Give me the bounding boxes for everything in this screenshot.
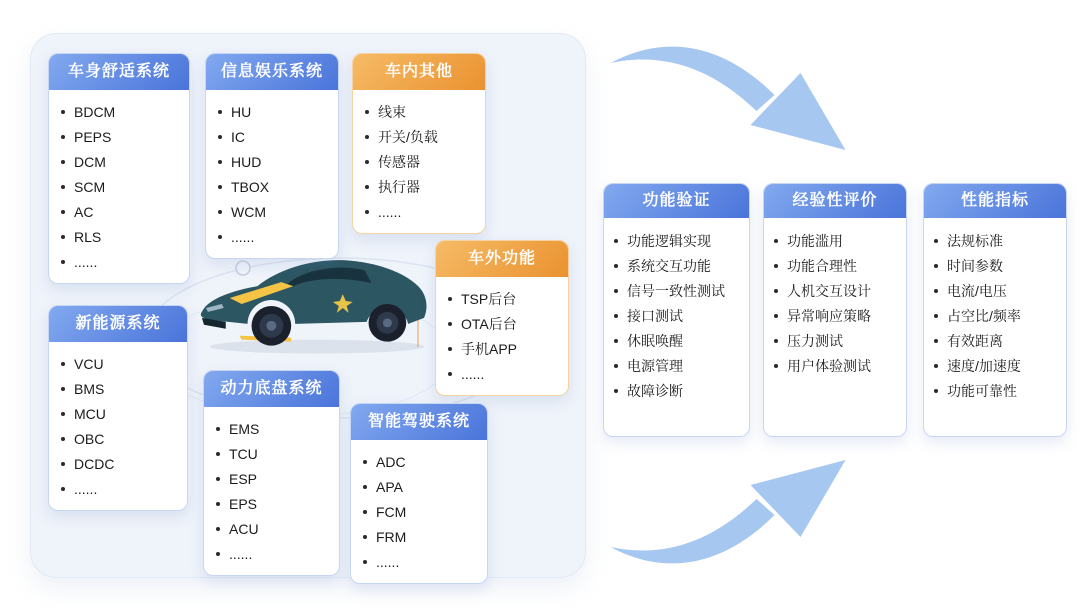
list-item: OTA后台 [448,311,562,336]
list-item: 占空比/频率 [934,303,1062,328]
bullet-icon [365,160,369,164]
bullet-icon [216,427,220,431]
eval-card-function-verification [603,183,750,437]
system-card-exterior-functions [435,240,569,396]
bullet-icon [614,339,618,343]
bullet-icon [363,560,367,564]
eval-card-performance-metrics [923,183,1067,437]
bullet-icon [365,135,369,139]
bullet-icon [774,264,778,268]
bullet-icon [363,460,367,464]
bullet-icon [216,477,220,481]
list-item: 线束 [365,99,479,124]
bullet-icon [61,437,65,441]
bullet-icon [61,160,65,164]
bullet-icon [216,527,220,531]
bullet-icon [365,110,369,114]
bullet-icon [61,462,65,466]
system-card-in-car-other [352,53,486,234]
bullet-icon [61,362,65,366]
bullet-icon [614,389,618,393]
car-illustration [196,246,434,358]
list-item: FRM [363,524,481,549]
bullet-icon [61,210,65,214]
system-card-powertrain-chassis [203,370,340,576]
card-title: 经验性评价 [764,184,906,218]
card-title: 智能驾驶系统 [351,404,487,440]
card-item-list [351,440,487,583]
bullet-icon [448,372,452,376]
curved-arrow-top-icon [600,33,855,158]
list-item: DCDC [61,451,181,476]
bullet-icon [934,339,938,343]
list-item: FCM [363,499,481,524]
card-title: 车内其他 [353,54,485,90]
bullet-icon [61,185,65,189]
eval-card-empirical-evaluation [763,183,907,437]
bullet-icon [61,387,65,391]
list-item: 速度/加速度 [934,353,1062,378]
list-item: BDCM [61,99,183,124]
list-item: 人机交互设计 [774,278,902,303]
list-item: EMS [216,416,333,441]
card-item-list [49,90,189,283]
list-item: AC [61,199,183,224]
bullet-icon [614,264,618,268]
system-card-body-comfort [48,53,190,284]
list-item: 异常响应策略 [774,303,902,328]
bullet-icon [448,347,452,351]
bullet-icon [61,110,65,114]
list-item: 接口测试 [614,303,745,328]
bullet-icon [61,487,65,491]
list-item: ESP [216,466,333,491]
bullet-icon [218,185,222,189]
card-item-list [49,342,187,510]
bullet-icon [363,535,367,539]
card-title: 性能指标 [924,184,1066,218]
list-item: WCM [218,199,332,224]
card-title: 功能验证 [604,184,749,218]
bullet-icon [934,264,938,268]
bullet-icon [365,210,369,214]
list-item: 执行器 [365,174,479,199]
list-item: 手机APP [448,336,562,361]
bullet-icon [363,510,367,514]
bullet-icon [614,364,618,368]
list-item: ADC [363,449,481,474]
list-item: 有效距离 [934,328,1062,353]
list-item: EPS [216,491,333,516]
bullet-icon [61,235,65,239]
bullet-icon [216,452,220,456]
card-title: 车外功能 [436,241,568,277]
list-item: 系统交互功能 [614,253,745,278]
list-item: 功能可靠性 [934,378,1062,403]
list-item: MCU [61,401,181,426]
system-card-intelligent-driving [350,403,488,584]
list-item: ACU [216,516,333,541]
list-item: ...... [365,199,479,224]
list-item: OBC [61,426,181,451]
list-item: APA [363,474,481,499]
bullet-icon [934,389,938,393]
bullet-icon [774,239,778,243]
list-item: ...... [448,361,562,386]
system-card-new-energy [48,305,188,511]
bullet-icon [61,412,65,416]
bullet-icon [218,235,222,239]
card-item-list [206,90,338,258]
card-title: 新能源系统 [49,306,187,342]
bullet-icon [614,289,618,293]
list-item: 用户体验测试 [774,353,902,378]
sports-car-icon [196,246,434,358]
bullet-icon [774,289,778,293]
list-item: TBOX [218,174,332,199]
bullet-icon [61,135,65,139]
card-item-list [764,218,906,386]
list-item: 传感器 [365,149,479,174]
list-item: ...... [218,224,332,249]
card-item-list [353,90,485,233]
bullet-icon [774,339,778,343]
list-item: RLS [61,224,183,249]
list-item: PEPS [61,124,183,149]
system-card-infotainment [205,53,339,259]
list-item: ...... [61,476,181,501]
bullet-icon [774,314,778,318]
bullet-icon [934,289,938,293]
bullet-icon [614,314,618,318]
list-item: ...... [216,541,333,566]
list-item: ...... [363,549,481,574]
bullet-icon [774,364,778,368]
list-item: IC [218,124,332,149]
card-item-list [204,407,339,575]
bullet-icon [218,210,222,214]
bullet-icon [363,485,367,489]
list-item: VCU [61,351,181,376]
bullet-icon [365,185,369,189]
list-item: 时间参数 [934,253,1062,278]
list-item: 电源管理 [614,353,745,378]
bullet-icon [934,239,938,243]
list-item: SCM [61,174,183,199]
list-item: 信号一致性测试 [614,278,745,303]
bullet-icon [218,160,222,164]
card-title: 车身舒适系统 [49,54,189,90]
card-item-list [436,277,568,395]
list-item: 功能逻辑实现 [614,228,745,253]
bullet-icon [216,552,220,556]
bullet-icon [448,297,452,301]
list-item: 压力测试 [774,328,902,353]
list-item: TSP后台 [448,286,562,311]
list-item: 功能滥用 [774,228,902,253]
bullet-icon [218,135,222,139]
list-item: TCU [216,441,333,466]
bullet-icon [61,260,65,264]
bullet-icon [934,364,938,368]
list-item: HU [218,99,332,124]
curved-arrow-bottom-icon [600,452,855,577]
card-item-list [604,218,749,411]
list-item: DCM [61,149,183,174]
bullet-icon [934,314,938,318]
list-item: HUD [218,149,332,174]
bullet-icon [216,502,220,506]
list-item: 休眠唤醒 [614,328,745,353]
list-item: 开关/负载 [365,124,479,149]
list-item: 功能合理性 [774,253,902,278]
bullet-icon [614,239,618,243]
bullet-icon [448,322,452,326]
list-item: 法规标准 [934,228,1062,253]
list-item: 电流/电压 [934,278,1062,303]
list-item: ...... [61,249,183,274]
card-title: 信息娱乐系统 [206,54,338,90]
card-item-list [924,218,1066,411]
card-title: 动力底盘系统 [204,371,339,407]
list-item: 故障诊断 [614,378,745,403]
list-item: BMS [61,376,181,401]
bullet-icon [218,110,222,114]
